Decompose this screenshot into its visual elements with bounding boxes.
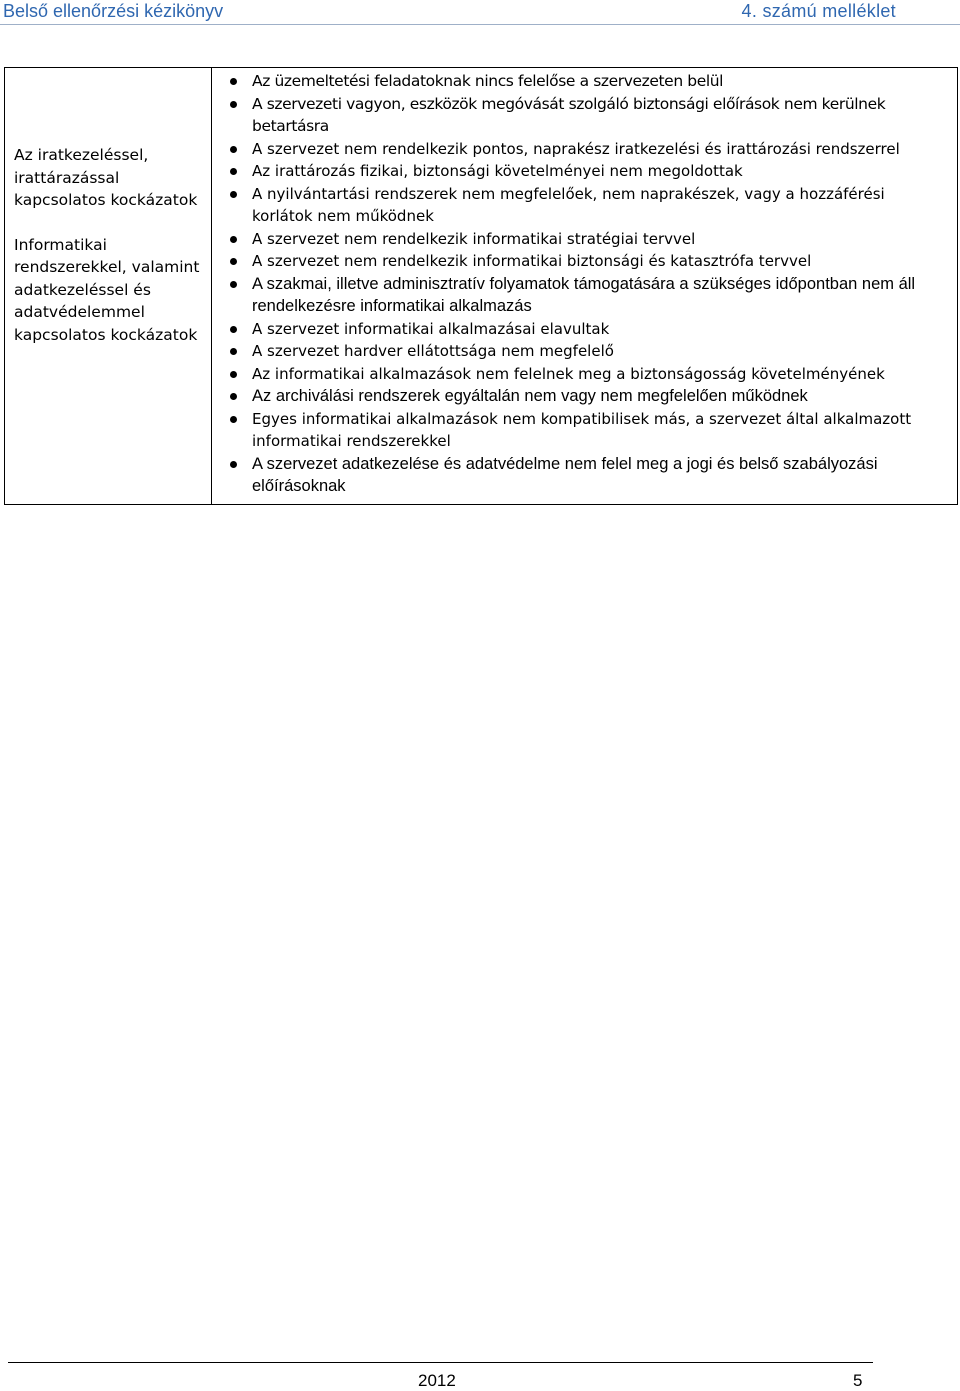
risk-text: Az informatikai alkalmazások nem felelnek meg a biztonságosság követelményének [252,364,885,383]
list-item [212,318,949,341]
bullet-icon [230,326,237,333]
appendix-label: 4. számú melléklet [741,1,896,21]
list-item [212,93,949,138]
bullet-icon [230,281,237,288]
bullet-icon [230,168,237,175]
risk-text: Az archiválási rendszerek egyáltalán nem vagy nem megfelelően működnek [252,387,808,405]
page-header [0,0,960,24]
list-item [212,160,949,183]
table-row [5,68,958,505]
category-cell [5,68,212,505]
risk-text: A szervezet nem rendelkezik informatikai stratégiai tervvel [252,229,696,248]
bullet-icon [230,236,237,243]
risk-text: A szervezet hardver ellátottsága nem megfelelő [252,342,614,360]
risk-text: Az irattározás fizikai, biztonsági követelményei nem megoldottak [252,162,743,180]
bullet-icon [230,461,237,468]
bullet-icon [230,78,237,85]
bullet-icon [230,393,237,400]
list-item [212,228,949,251]
footer-divider [8,1362,873,1363]
bullet-icon [230,258,237,265]
list-item [212,363,949,386]
category-records-management: Az iratkezeléssel, irattárazással kapcsolatos kockázatok [14,146,198,209]
risk-list [212,70,949,498]
risk-text: A nyilvántartási rendszerek nem megfelelőek, nem naprakészek, vagy a hozzáférési korlátok nem működnek [252,184,885,225]
risk-text: Az üzemeltetési feladatoknak nincs felelőse a szervezeten belül [252,72,724,90]
risk-list-cell [212,68,958,505]
bullet-icon [230,416,237,423]
category-it-systems: Informatikai rendszerekkel, valamint adatkezeléssel és adatvédelemmel kapcsolatos kockázatok [14,235,200,344]
risk-text: A szervezet nem rendelkezik informatikai biztonsági és katasztrófa tervvel [252,252,812,270]
list-item [212,70,949,93]
risk-text: A szervezeti vagyon, eszközök megóvását szolgáló biztonsági előírások nem kerülnek betartásra [252,94,886,135]
risk-table [4,67,958,505]
bullet-icon [230,191,237,198]
bullet-icon [230,146,237,153]
footer-year: 2012 [418,1371,456,1390]
list-item [212,408,949,453]
bullet-icon [230,101,237,108]
bullet-icon [230,371,237,378]
risk-text: A szakmai, illetve adminisztratív folyamatok támogatására a szükséges időpontban nem áll rendelkezésre informatikai alkalmazás [252,274,916,315]
risk-text: A szervezet nem rendelkezik pontos, naprakész iratkezelési és irattározási rendszerrel [252,139,900,158]
list-item [212,340,949,363]
list-item [212,138,949,161]
header-divider [0,24,960,25]
list-item [212,453,949,498]
list-item [212,273,949,318]
list-item [212,250,949,273]
page-number: 5 [853,1371,863,1390]
risk-text: A szervezet informatikai alkalmazásai elavultak [252,319,610,338]
risk-text: Egyes informatikai alkalmazások nem kompatibilisek más, a szervezet által alkalmazott informatikai rendszerekkel [252,409,912,450]
document-title: Belső ellenőrzési kézikönyv [3,1,224,21]
bullet-icon [230,348,237,355]
list-item [212,385,949,408]
risk-text: A szervezet adatkezelése és adatvédelme nem felel meg a jogi és belső szabályozási előírásoknak [252,454,878,495]
list-item [212,183,949,228]
